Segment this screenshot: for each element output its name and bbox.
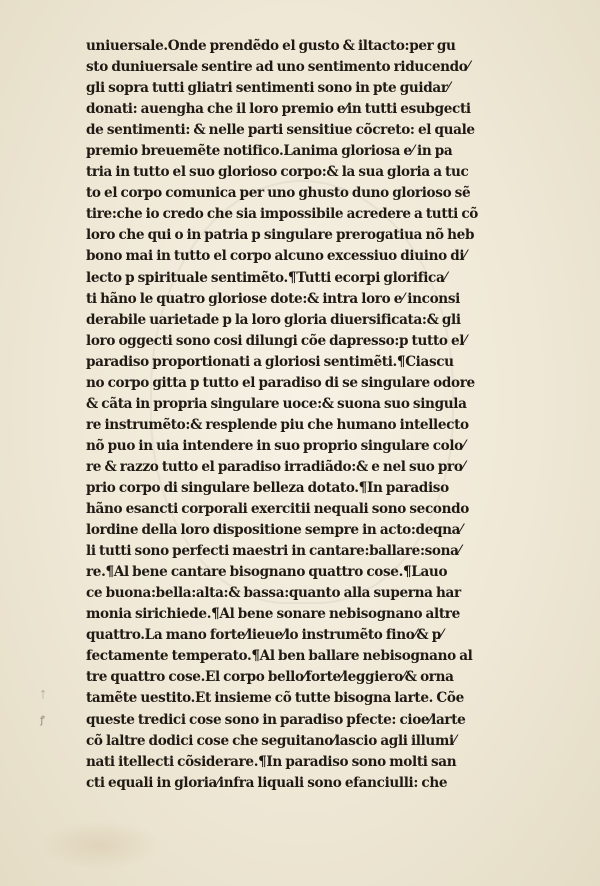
text-line: nõ puo in uia intendere in suo proprio singulare colo⁄ <box>86 437 465 454</box>
text-line: no corpo gitta p tutto el paradiso di se singulare odore <box>86 374 475 391</box>
text-line: nati itellecti cõsiderare.¶In paradiso sono molti san <box>86 753 457 770</box>
text-line: & cãta in propria singulare uoce:& suona suo singula <box>86 395 467 412</box>
text-line: loro oggecti sono cosi dilungi cõe dapresso:p tutto el⁄ <box>86 332 467 349</box>
margin-mark: ᛏ <box>40 690 46 701</box>
text-line: tamẽte uestito.Et insieme cõ tutte bisogna larte. Cõe <box>86 690 464 707</box>
text-line: tire:che io credo che sia impossibile acredere a tutti cõ <box>86 206 479 223</box>
text-line: quattro.La mano forte⁄lieue⁄lo instrumẽto fino⁄& p⁄ <box>86 627 443 644</box>
text-line: donati: auengha che il loro premio e⁄in tutti esubgecti <box>86 101 471 118</box>
text-line: monia sirichiede.¶Al bene sonare nebisognano altre <box>86 606 460 623</box>
text-line: gli sopra tutti gliatri sentimenti sono in pte guidar⁄ <box>86 80 450 97</box>
text-line: paradiso proportionati a gloriosi sentimẽti.¶Ciascu <box>86 353 454 370</box>
text-line: lecto p spirituale sentimẽto.¶Tutti ecorpi glorifica⁄ <box>86 269 447 286</box>
text-line: bono mai in tutto el corpo alcuno excessiuo diuino di⁄ <box>86 248 467 265</box>
text-line: prio corpo di singulare belleza dotato.¶In paradiso <box>86 479 449 496</box>
text-line: premio breuemẽte notifico.Lanima gloriosa e⁄ in pa <box>86 143 453 160</box>
text-line: ce buona:bella:alta:& bassa:quanto alla superna har <box>86 585 461 602</box>
text-block <box>86 36 530 794</box>
text-line: sto duniuersale sentire ad uno sentimento riducendo⁄ <box>86 59 470 76</box>
text-line: re.¶Al bene cantare bisognano quattro cose.¶Lauo <box>86 564 448 581</box>
text-line: hãno esancti corporali exercitii nequali sono secondo <box>86 501 470 518</box>
text-line: ti hãno le quatro gloriose dote:& intra loro e⁄ inconsi <box>86 290 460 307</box>
text-line: re instrumẽto:& resplende piu che humano intellecto <box>86 416 469 433</box>
text-line: tria in tutto el suo glorioso corpo:& la sua gloria a tuc <box>86 164 469 181</box>
text-line: re & razzo tutto el paradiso irradiãdo:& e nel suo pro⁄ <box>86 458 465 475</box>
text-line: uniuersale.Onde prendẽdo el gusto & iltacto:per gu <box>86 38 456 54</box>
text-line: queste tredici cose sono in paradiso pfecte: cioe⁄larte <box>86 711 466 728</box>
text-line: cti equali in gloria⁄infra liquali sono efanciulli: che <box>86 774 448 791</box>
text-line: de sentimenti: & nelle parti sensitiue cõcreto: el quale <box>86 122 475 139</box>
text-line: to el corpo comunica per uno ghusto duno glorioso sẽ <box>86 185 471 202</box>
text-line: fectamente temperato.¶Al ben ballare nebisognano al <box>86 648 473 665</box>
text-line: derabile uarietade p la loro gloria diuersificata:& gli <box>86 311 461 328</box>
margin-mark: ꝭ <box>40 715 45 726</box>
text-line: li tutti sono perfecti maestri in cantare:ballare:sona⁄ <box>86 543 461 560</box>
text-line: lordine della loro dispositione sempre in acto:deqna⁄ <box>86 522 463 539</box>
text-line: cõ laltre dodici cose che seguitano⁄lascio agli illumi⁄ <box>86 732 456 749</box>
text-line: tre quattro cose.El corpo bello⁄forte⁄leggiero⁄& orna <box>86 669 454 686</box>
text-line: loro che qui o in patria p singulare prerogatiua nõ heb <box>86 227 475 244</box>
